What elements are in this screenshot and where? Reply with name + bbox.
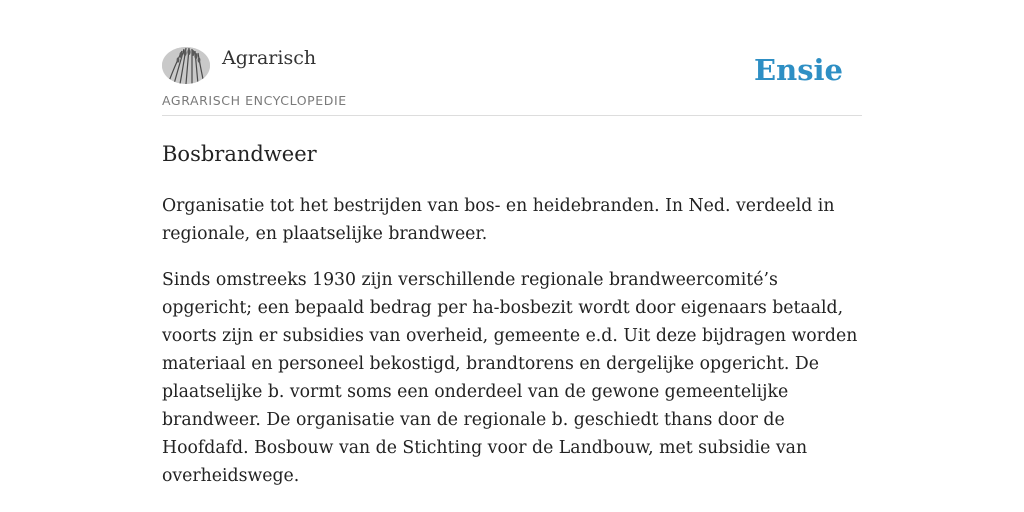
site-subtitle: AGRARISCH ENCYCLOPEDIE (162, 93, 347, 108)
site-header (162, 44, 862, 116)
wheat-icon[interactable] (162, 47, 210, 84)
article-body (162, 192, 862, 508)
site-name[interactable]: Agrarisch (222, 47, 317, 69)
article-paragraph: Sinds omstreeks 1930 zijn verschillende regionale brandweercomité’s opgericht; een bepaald bedrag per ha-bosbezit wordt door eigenaars betaald, voorts zijn er subsidies van overheid, gemeente e.d. Uit deze bijdragen worden materiaal en personeel bekostigd, brandtorens en dergelijke opgericht. De plaatselijke b. vormt soms een onderdeel van de gewone gemeentelijke brandweer. De organisatie van de regionale b. geschiedt thans door de Hoofdafd. Bosbouw van de Stichting voor de Landbouw, met subsidie van overheidswege. (162, 270, 858, 486)
page-title: Bosbrandweer (162, 142, 317, 166)
brand-logo[interactable]: Ensie (754, 53, 843, 87)
article-paragraph: Organisatie tot het bestrijden van bos- en heidebranden. In Ned. verdeeld in regionale, en plaatselijke brandweer. (162, 196, 835, 244)
